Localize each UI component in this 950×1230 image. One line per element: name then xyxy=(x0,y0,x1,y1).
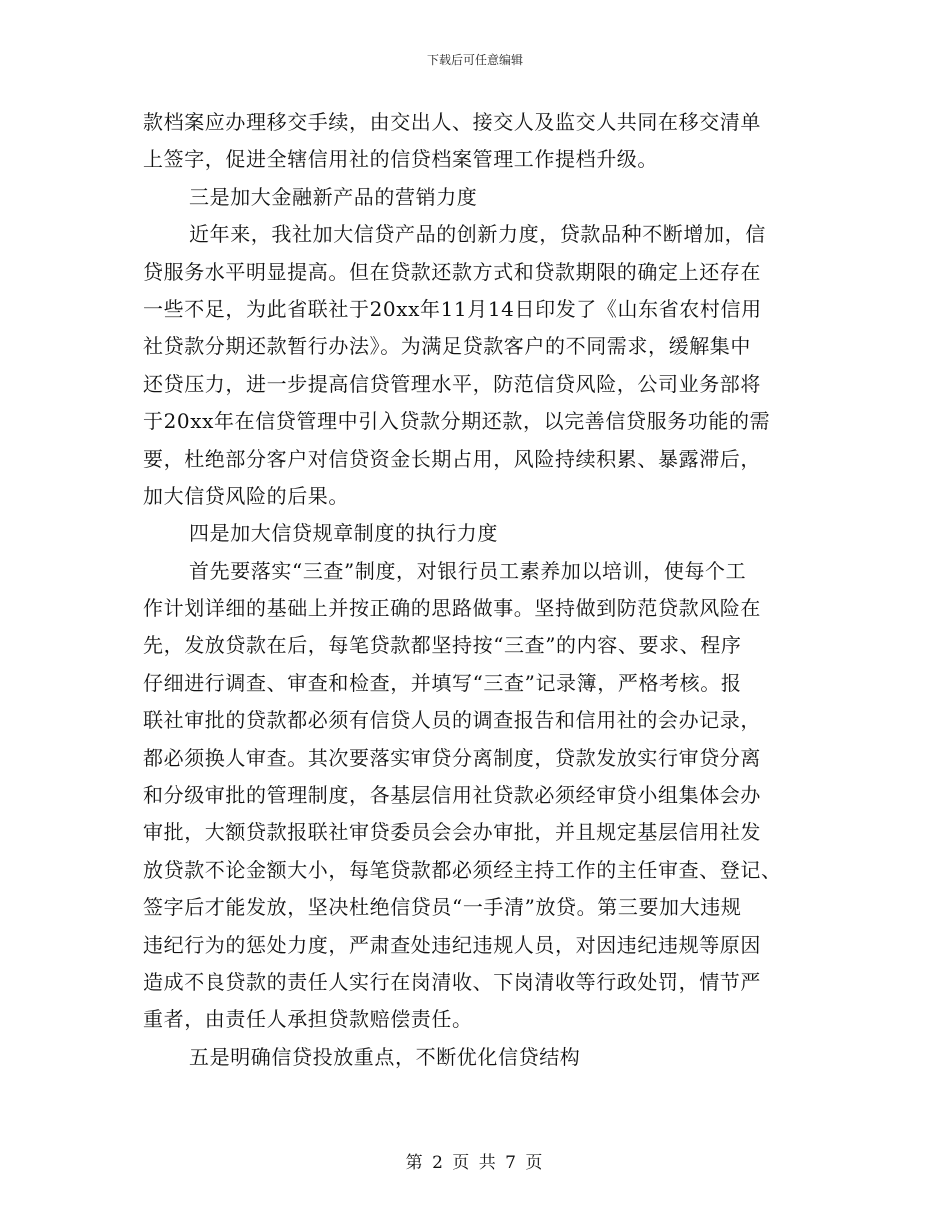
body-line: 上签字，促进全辖信用社的信贷档案管理工作提档升级。 xyxy=(143,147,658,172)
body-line: 还贷压力，进一步提高信贷管理水平，防范信贷风险，公司业务部将 xyxy=(143,371,761,396)
body-line: 款档案应办理移交手续，由交出人、接交人及监交人共同在移交清单 xyxy=(143,110,761,134)
paragraph-first-line: 近年来，我社加大信贷产品的创新力度，贷款品种不断增加，信 xyxy=(189,222,766,247)
body-line: 一些不足，为此省联社于20xx年11月14日印发了《山东省农村信用 xyxy=(143,296,762,321)
page-number-footer: 第 2 页 共 7 页 xyxy=(405,1153,545,1173)
page-header: 下载后可任意编辑 xyxy=(426,53,523,67)
body-line: 造成不良贷款的责任人实行在岗清收、下岗清收等行政处罚，情节严 xyxy=(143,969,761,994)
body-line: 仔细进行调查、审查和检查，并填写“三查”记录簿，严格考核。报 xyxy=(143,670,742,695)
body-line: 重者，由责任人承担贷款赔偿责任。 xyxy=(143,1007,473,1032)
body-line: 和分级审批的管理制度，各基层信用社贷款必须经审贷小组集体会办 xyxy=(143,783,761,808)
body-line: 审批，大额贷款报联社审贷委员会会办审批，并且规定基层信用社发 xyxy=(143,820,761,845)
section-heading: 四是加大信贷规章制度的执行力度 xyxy=(189,521,498,546)
body-line: 先，发放贷款在后，每笔贷款都坚持按“三查”的内容、要求、程序 xyxy=(143,633,742,658)
body-line: 签字后才能发放，坚决杜绝信贷员“一手清”放贷。第三要加大违规 xyxy=(143,895,742,920)
body-line: 于20xx年在信贷管理中引入贷款分期还款，以完善信贷服务功能的需 xyxy=(143,409,771,434)
body-line: 违纪行为的惩处力度，严肃查处违纪违规人员，对因违纪违规等原因 xyxy=(143,932,761,957)
body-line: 社贷款分期还款暂行办法》。为满足贷款客户的不同需求，缓解集中 xyxy=(143,334,751,359)
body-line: 要，杜绝部分客户对信贷资金长期占用，风险持续积累、暴露滞后， xyxy=(143,446,761,471)
body-line: 贷服务水平明显提高。但在贷款还款方式和贷款期限的确定上还存在 xyxy=(143,259,761,284)
section-heading: 五是明确信贷投放重点，不断优化信贷结构 xyxy=(189,1044,581,1069)
document-body xyxy=(143,104,813,1076)
body-line: 放贷款不论金额大小，每笔贷款都必须经主持工作的主任审查、登记、 xyxy=(143,857,782,882)
paragraph-first-line: 首先要落实“三查”制度，对银行员工素养加以培训，使每个工 xyxy=(189,558,747,583)
section-heading: 三是加大金融新产品的营销力度 xyxy=(189,184,478,209)
body-line: 都必须换人审查。其次要落实审贷分离制度，贷款发放实行审贷分离 xyxy=(143,745,761,770)
body-line: 加大信贷风险的后果。 xyxy=(143,483,349,508)
body-line: 联社审批的贷款都必须有信贷人员的调查报告和信用社的会办记录， xyxy=(143,708,761,733)
body-line: 作计划详细的基础上并按正确的思路做事。坚持做到防范贷款风险在 xyxy=(143,596,761,621)
